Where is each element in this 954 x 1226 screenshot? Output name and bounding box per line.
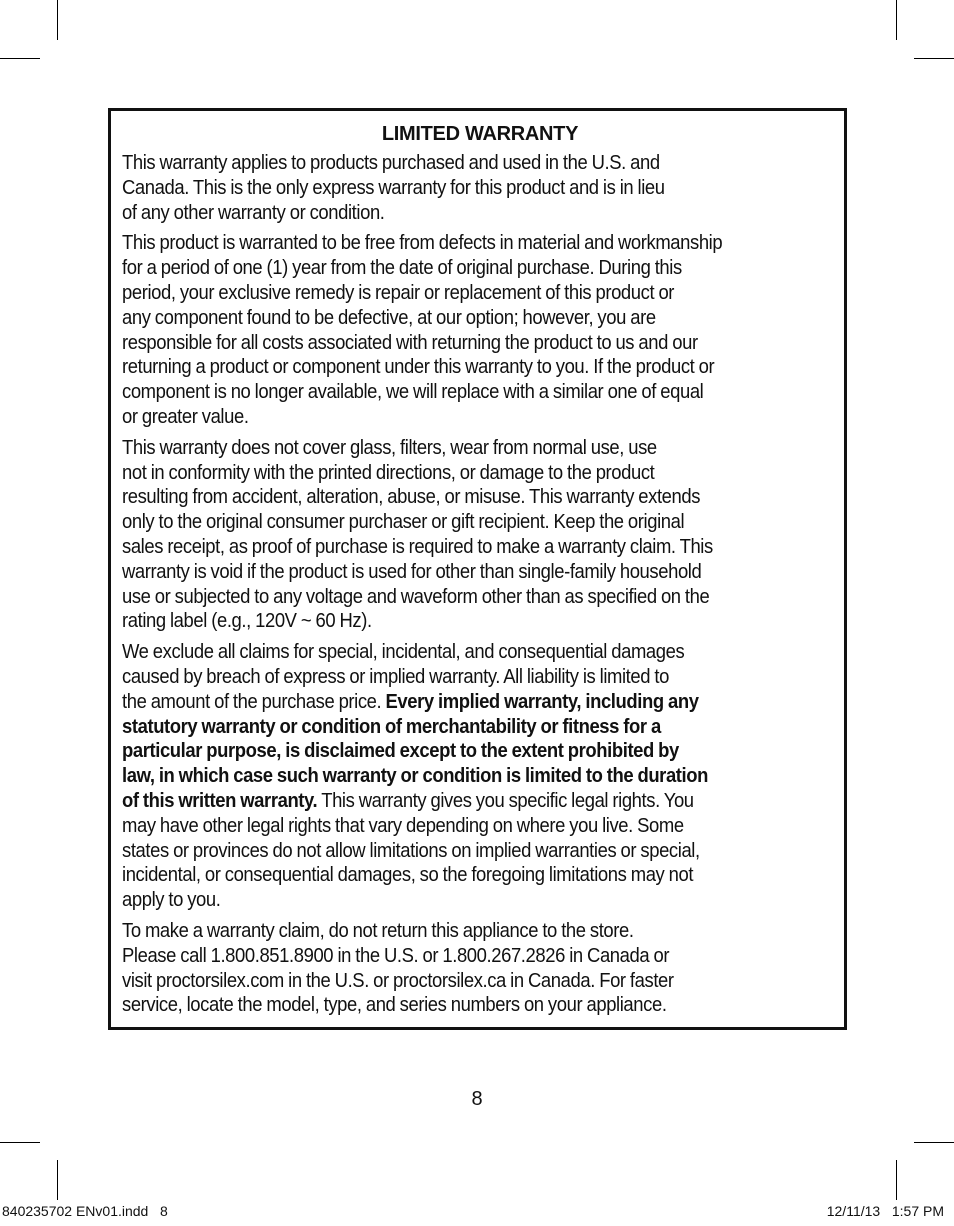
text-line: or greater value. (122, 404, 249, 428)
text-line: for a period of one (1) year from the date of original purchase. During this (122, 256, 682, 280)
crop-mark-bottom-left-vertical (57, 1160, 58, 1200)
text-line: any component found to be defective, at our option; however, you are (122, 305, 656, 329)
text-segment: This warranty gives you specific legal rights. You (317, 788, 694, 812)
text-line: Canada. This is the only express warranty for this product and is in lieu (122, 175, 665, 199)
text-line: component is no longer available, we will replace with a similar one of equal (122, 380, 704, 404)
bold-disclaimer-segment: Every implied warranty, including any (385, 689, 699, 713)
text-line: period, your exclusive remedy is repair or replacement of this product or (122, 280, 675, 304)
bold-disclaimer-segment: statutory warranty or condition of merchantability or fitness for a (122, 714, 661, 738)
warranty-paragraph-exclusions (122, 436, 837, 634)
text-line: This product is warranted to be free from defects in material and workmanship (122, 231, 723, 255)
text-line (122, 739, 837, 764)
crop-mark-bottom-right-vertical (896, 1160, 897, 1200)
crop-mark-bottom-left-horizontal (0, 1142, 40, 1143)
text-line: caused by breach of express or implied warranty. All liability is limited to (122, 664, 669, 688)
text-segment: the amount of the purchase price. (122, 689, 386, 713)
warranty-content (122, 121, 838, 1024)
text-line: not in conformity with the printed directions, or damage to the product (122, 460, 655, 484)
text-line: Please call 1.800.851.8900 in the U.S. or 1.800.267.2826 in Canada or (122, 943, 670, 967)
text-line: only to the original consumer purchaser or gift recipient. Keep the original (122, 510, 685, 534)
warranty-paragraph-coverage (122, 231, 837, 429)
crop-mark-top-right-vertical (896, 0, 897, 40)
crop-mark-bottom-right-horizontal (914, 1142, 954, 1143)
warranty-box (108, 108, 847, 1030)
print-slug-timestamp: 12/11/13 1:57 PM (826, 1203, 944, 1219)
text-line: sales receipt, as proof of purchase is required to make a warranty claim. This (122, 534, 713, 558)
text-line: visit proctorsilex.com in the U.S. or proctorsilex.ca in Canada. For faster (122, 968, 674, 992)
text-line: service, locate the model, type, and series numbers on your appliance. (122, 993, 667, 1017)
text-line: This warranty applies to products purchased and used in the U.S. and (122, 151, 660, 174)
text-line: To make a warranty claim, do not return this appliance to the store. (122, 918, 634, 942)
text-line (122, 715, 837, 740)
text-line: returning a product or component under this warranty to you. If the product or (122, 355, 715, 379)
text-line (122, 789, 837, 814)
text-line: states or provinces do not allow limitations on implied warranties or special, (122, 838, 700, 862)
text-line (122, 690, 837, 715)
crop-mark-top-left-vertical (57, 0, 58, 40)
crop-mark-top-left-horizontal (0, 58, 40, 59)
print-slug-filename: 840235702 ENv01.indd 8 (2, 1203, 168, 1219)
text-line: rating label (e.g., 120V ~ 60 Hz). (122, 609, 372, 633)
text-line: responsible for all costs associated with returning the product to us and our (122, 330, 698, 354)
bold-disclaimer-segment: of this written warranty. (122, 788, 318, 812)
text-line: use or subjected to any voltage and waveform other than as specified on the (122, 584, 710, 608)
crop-mark-top-right-horizontal (914, 58, 954, 59)
bold-disclaimer-segment: particular purpose, is disclaimed except to the extent prohibited by (122, 739, 679, 763)
text-line: warranty is void if the product is used for other than single-family household (122, 559, 702, 583)
text-line (122, 764, 837, 789)
warranty-title: LIMITED WARRANTY (381, 123, 579, 145)
warranty-paragraph-scope (122, 151, 837, 225)
text-line: of any other warranty or condition. (122, 200, 385, 224)
warranty-paragraph-damages (122, 640, 837, 913)
text-line: may have other legal rights that vary depending on where you live. Some (122, 813, 684, 837)
page-number: 8 (471, 1088, 483, 1110)
text-line: This warranty does not cover glass, filters, wear from normal use, use (122, 435, 657, 459)
bold-disclaimer-segment: law, in which case such warranty or condition is limited to the duration (122, 764, 709, 788)
text-line: apply to you. (122, 888, 221, 912)
text-line: resulting from accident, alteration, abuse, or misuse. This warranty extends (122, 485, 701, 509)
warranty-paragraph-claim (122, 919, 837, 1018)
text-line: We exclude all claims for special, incidental, and consequential damages (122, 640, 685, 664)
text-line: incidental, or consequential damages, so the foregoing limitations may not (122, 863, 694, 887)
